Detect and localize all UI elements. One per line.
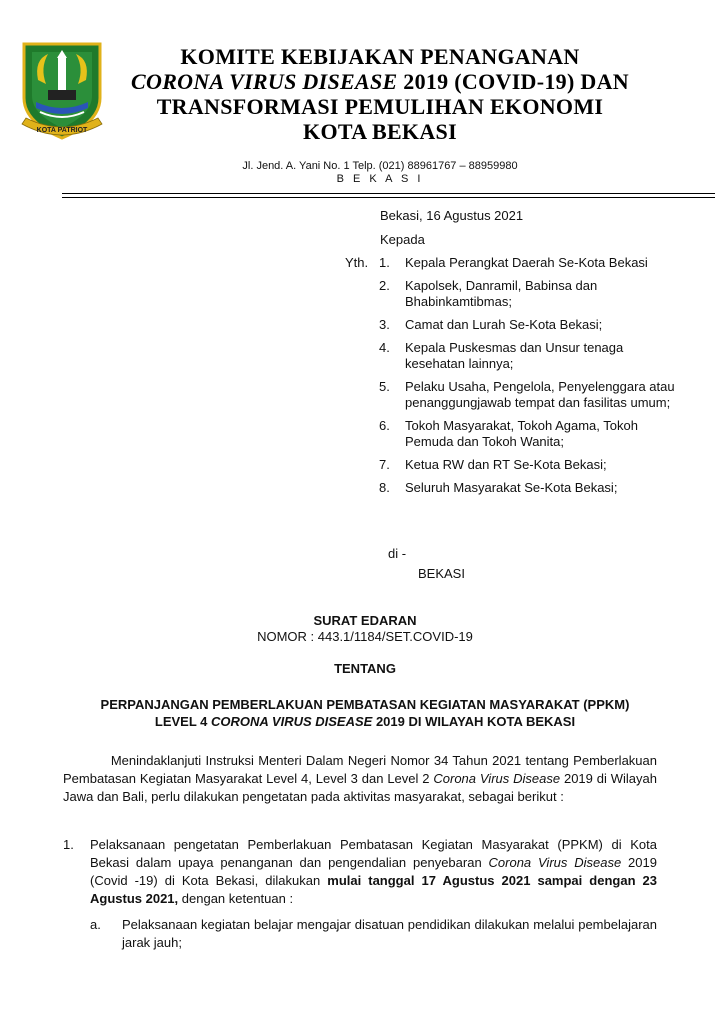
kepada-label: Kepada [380,232,425,247]
kop-line-1: KOMITE KEBIJAKAN PENANGANAN [180,44,580,69]
address-line: Jl. Jend. A. Yani No. 1 Telp. (021) 88961767 – 88959980 [242,160,518,172]
subitem-letter: a. [90,917,101,932]
yth-label: Yth. [345,255,369,270]
list-item: 6. Tokoh Masyarakat, Tokoh Agama, Tokoh Pemuda dan Tokoh Wanita; [379,418,638,449]
letter-date: Bekasi, 16 Agustus 2021 [380,208,524,223]
kop-line-4: KOTA BEKASI [303,119,457,144]
kop-line-2-italic: CORONA VIRUS DISEASE [131,69,398,94]
list-item [63,836,657,908]
kop-line-2 [100,69,660,94]
emblem-motto: KOTA PATRIOT [36,127,88,134]
header-rule-thick [62,193,715,194]
address-city: B E K A S I [336,173,424,185]
kop-line-2-rest: 2019 (COVID-19) DAN [397,69,629,94]
di-place: BEKASI [418,566,465,581]
list-item: 1. Kepala Perangkat Daerah Se-Kota Bekasi [379,255,648,270]
list-item: 4. Kepala Puskesmas dan Unsur tenaga kesehatan lainnya; [379,340,624,371]
list-item [90,916,657,952]
list-item: 5. Pelaku Usaha, Pengelola, Penyelenggara atau penanggungjawab tempat dan fasilitas umum; [379,379,675,410]
opening-paragraph: Menindaklanjuti Instruksi Menteri Dalam Negeri Nomor 34 Tahun 2021 tentang Pemberlakuan Pembatasan Kegiatan Masyarakat Level 4, Level 3 dan Level 2 Corona Virus Disease 2019 di Wilayah Jawa dan Bali, perlu dilakukan pengetatan pada aktivitas masyarakat, sebagai berikut : [63,753,657,804]
subject-line-2: LEVEL 4 CORONA VIRUS DISEASE 2019 DI WILAYAH KOTA BEKASI [154,714,576,729]
document-title: SURAT EDARAN [313,613,417,628]
subitem-text: Pelaksanaan kegiatan belajar mengajar disatuan pendidikan dilakukan melalui pembelajaran jarak jauh; [122,917,657,950]
list-item: 3. Camat dan Lurah Se-Kota Bekasi; [379,317,603,332]
subject-line-1: PERPANJANGAN PEMBERLAKUAN PEMBATASAN KEGIATAN MASYARAKAT (PPKM) [100,697,630,712]
document-number: NOMOR : 443.1/1184/SET.COVID-19 [257,629,473,644]
item-number: 1. [63,837,74,852]
tentang-heading: TENTANG [334,661,396,676]
letterhead-address [150,160,610,186]
kota-bekasi-emblem-icon [18,40,106,144]
list-item: 8. Seluruh Masyarakat Se-Kota Bekasi; [379,480,618,495]
letterhead-title [100,44,660,144]
recipient-list [379,255,679,503]
list-item: 7. Ketua RW dan RT Se-Kota Bekasi; [379,457,607,472]
subject-heading [0,696,720,730]
di-label: di - [388,546,407,561]
item-text: Pelaksanaan pengetatan Pemberlakuan Pembatasan Kegiatan Masyarakat (PPKM) di Kota Bekasi dalam upaya penanganan dan pengendalian penyebaran Corona Virus Disease 2019 (Covid -19) di Kota Bekasi, dilakukan mulai tanggal 17 Agustus 2021 sampai dengan 23 Agustus 2021, dengan ketentuan : [90,837,658,906]
kop-line-3: TRANSFORMASI PEMULIHAN EKONOMI [156,94,604,119]
list-item: 2. Kapolsek, Danramil, Babinsa dan Bhabinkamtibmas; [379,278,598,309]
header-rule-thin [62,197,715,198]
